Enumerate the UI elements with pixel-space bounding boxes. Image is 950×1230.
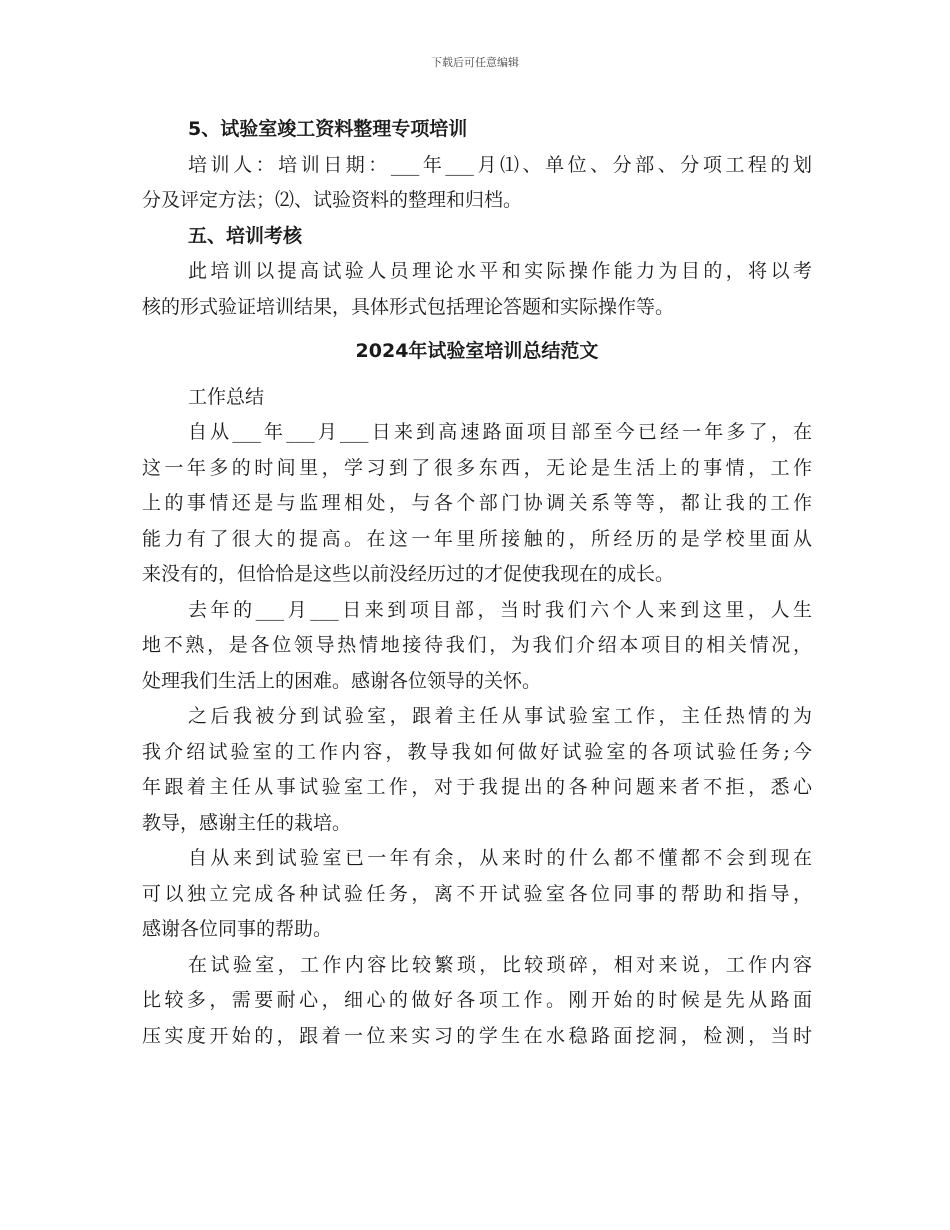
paragraph-line: 感谢各位同事的帮助。 <box>142 918 333 940</box>
paragraph-line: 能力有了很大的提高。在这一年里所接触的，所经历的是学校里面从 <box>142 527 812 550</box>
paragraph-line: 核的形式验证培训结果，具体形式包括理论答题和实际操作等。 <box>142 295 675 318</box>
paragraph-line: 比较多，需要耐心，细心的做好各项工作。刚开始的时候是先从路面 <box>142 989 812 1011</box>
paragraph-line: 处理我们生活上的困难。感谢各位领导的关怀。 <box>142 669 542 692</box>
paragraph-line: 教导，感谢主任的栽培。 <box>142 811 352 834</box>
paragraph-line: 在试验室，工作内容比较繁琐，比较琐碎，相对来说，工作内容 <box>188 953 812 976</box>
paragraph-line: 去年的___月___日来到项目部，当时我们六个人来到这里，人生 <box>188 598 812 621</box>
paragraph-line: 来没有的，但恰恰是这些以前没经历过的才促使我现在的成长。 <box>142 563 675 585</box>
paragraph-line: 此培训以提高试验人员理论水平和实际操作能力为目的，将以考 <box>188 260 812 282</box>
section-heading-5: 5、试验室竣工资料整理专项培训 <box>188 118 468 140</box>
paragraph-line: 自从___年___月___日来到高速路面项目部至今已经一年多了，在 <box>188 421 812 443</box>
paragraph-line: 分及评定方法；⑵、试验资料的整理和归档。 <box>142 189 523 211</box>
summary-label: 工作总结 <box>188 385 265 408</box>
document-title: 2024年试验室培训总结范文 <box>355 340 599 362</box>
paragraph-line: 地不熟，是各位领导热情地接待我们，为我们介绍本项目的相关情况， <box>142 634 812 656</box>
paragraph-line: 我介绍试验室的工作内容，教导我如何做好试验室的各项试验任务;今 <box>142 740 812 763</box>
paragraph-line: 上的事情还是与监理相处，与各个部门协调关系等等，都让我的工作 <box>142 492 812 514</box>
page-header: 下载后可任意编辑 <box>431 56 519 69</box>
paragraph-line: 这一年多的时间里，学习到了很多东西，无论是生活上的事情，工作 <box>142 456 812 479</box>
paragraph-line: 年跟着主任从事试验室工作，对于我提出的各种问题来者不拒，悉心 <box>142 776 812 798</box>
paragraph-line: 可以独立完成各种试验任务，离不开试验室各位同事的帮助和指导， <box>142 882 812 905</box>
paragraph-line: 自从来到试验室已一年有余，从来时的什么都不懂都不会到现在 <box>188 847 812 869</box>
paragraph-line: 之后我被分到试验室，跟着主任从事试验室工作，主任热情的为 <box>188 705 812 727</box>
paragraph-line: 培训人：培训日期：___年___月⑴、单位、分部、分项工程的划 <box>188 153 812 176</box>
section-heading-assessment: 五、培训考核 <box>188 224 303 247</box>
document-body <box>142 112 812 1054</box>
paragraph-line: 压实度开始的，跟着一位来实习的学生在水稳路面挖洞，检测，当时 <box>142 1024 812 1047</box>
